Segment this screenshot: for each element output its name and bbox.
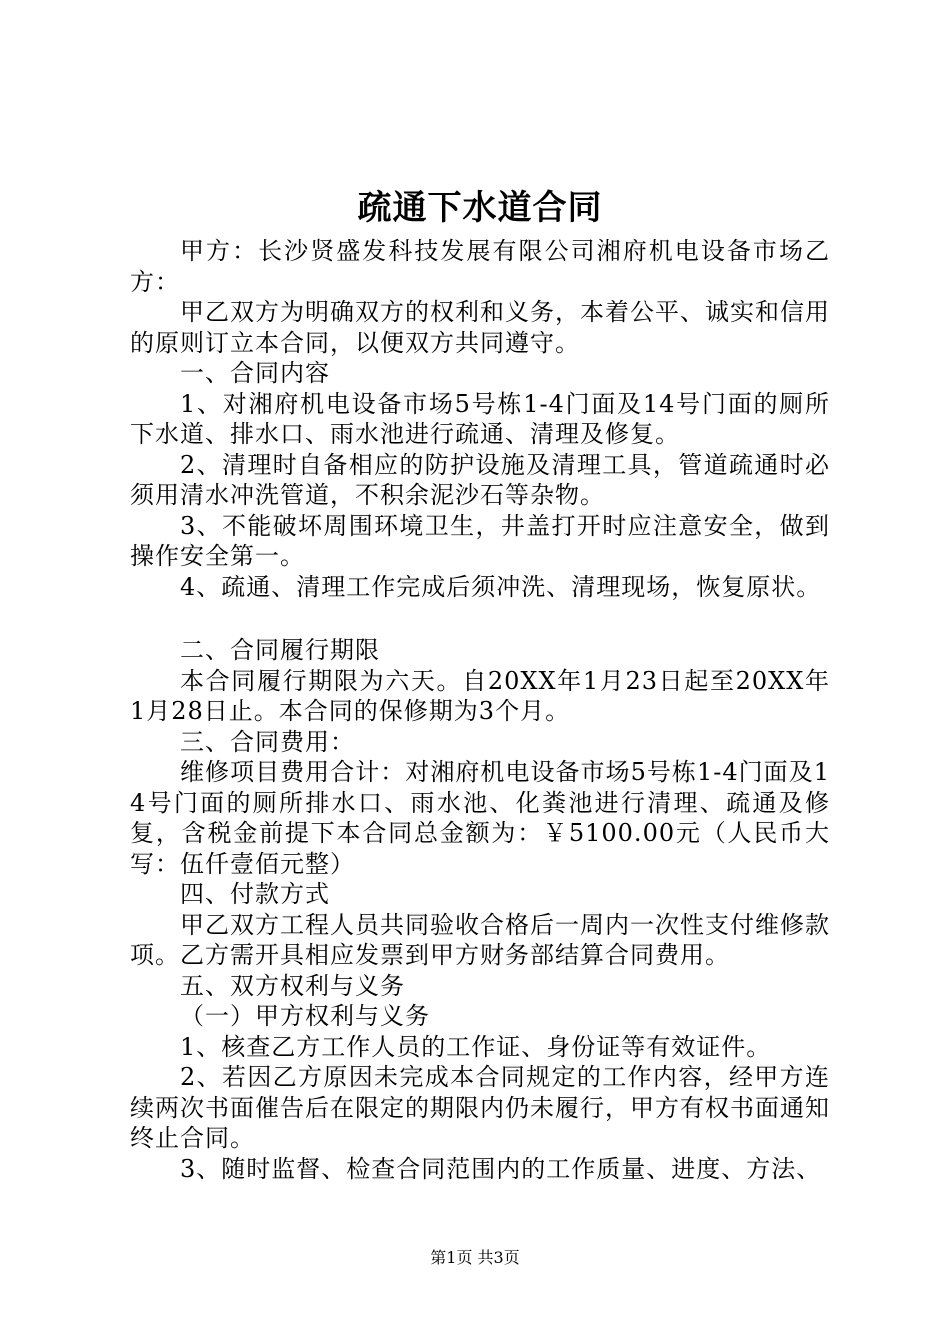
term-paragraph: 本合同履行期限为六天。自20XX年1月23日起至20XX年1月28日止。本合同的保修期为3个月。 [130, 666, 830, 725]
document-body [130, 186, 830, 1184]
party-line: 甲方：长沙贤盛发科技发展有限公司湘府机电设备市场乙方： [130, 237, 830, 296]
content-item-3: 3、不能破坏周围环境卫生，井盖打开时应注意安全，做到操作安全第一。 [130, 511, 830, 570]
fee-paragraph: 维修项目费用合计：对湘府机电设备市场5号栋1-4门面及14号门面的厕所排水口、雨水池、化粪池进行清理、疏通及修复，含税金前提下本合同总金额为：￥5100.00元（人民币大写：伍仟壹佰元整） [130, 758, 830, 878]
section-heading-payment: 四、付款方式 [180, 880, 330, 908]
preamble-paragraph: 甲乙双方为明确双方的权利和义务，本着公平、诚实和信用的原则订立本合同，以便双方共同遵守。 [130, 298, 830, 357]
payment-paragraph: 甲乙双方工程人员共同验收合格后一周内一次性支付维修款项。乙方需开具相应发票到甲方财务部结算合同费用。 [130, 910, 830, 969]
blank-line [130, 602, 830, 635]
section-heading-fee: 三、合同费用： [180, 727, 355, 756]
content-item-2: 2、清理时自备相应的防护设施及清理工具，管道疏通时必须用清水冲洗管道，不积余泥沙石等杂物。 [130, 450, 830, 509]
section-heading-term: 二、合同履行期限 [180, 636, 380, 664]
content-item-4: 4、疏通、清理工作完成后须冲洗、清理现场，恢复原状。 [180, 572, 822, 601]
content-item-1: 1、对湘府机电设备市场5号栋1-4门面及14号门面的厕所下水道、排水口、雨水池进行疏通、清理及修复。 [130, 389, 830, 448]
party-a-item-3: 3、随时监督、检查合同范围内的工作质量、进度、方法、 [180, 1154, 822, 1183]
subsection-heading-party-a: （一）甲方权利与义务 [180, 1002, 430, 1030]
page-footer: 第1页 共3页 [430, 1248, 520, 1267]
section-heading-rights: 五、双方权利与义务 [180, 971, 405, 1000]
section-heading-content: 一、合同内容 [180, 359, 330, 387]
party-a-item-2: 2、若因乙方原因未完成本合同规定的工作内容，经甲方连续两次书面催告后在限定的期限内仍未履行，甲方有权书面通知终止合同。 [130, 1063, 830, 1152]
party-a-item-1: 1、核查乙方工作人员的工作证、身份证等有效证件。 [180, 1032, 772, 1061]
document-title: 疏通下水道合同 [357, 188, 603, 228]
